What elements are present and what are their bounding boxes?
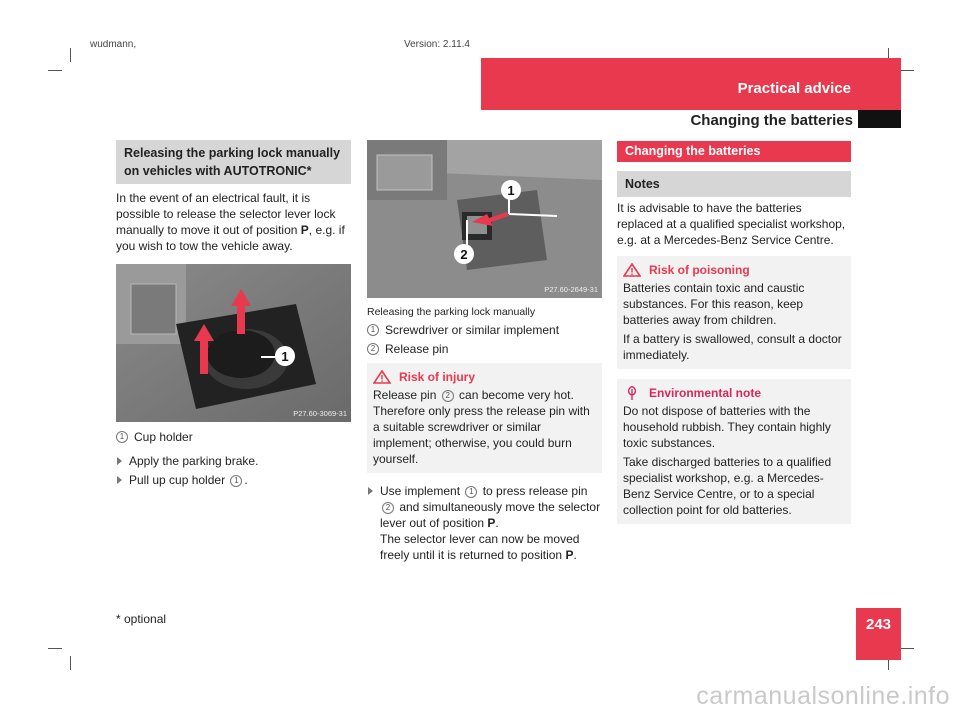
crop-mark bbox=[900, 648, 914, 649]
page-number: 243 bbox=[865, 616, 892, 633]
left-heading bbox=[116, 140, 351, 184]
cup-holder-photo bbox=[116, 264, 351, 422]
step-item bbox=[367, 483, 602, 563]
legend-text: Screwdriver or similar implement bbox=[385, 323, 560, 337]
legend-text: Release pin bbox=[385, 342, 449, 356]
notes-heading: Notes bbox=[617, 171, 851, 197]
left-legend bbox=[116, 429, 351, 445]
bullet-arrow-icon bbox=[117, 457, 122, 465]
intro-text-end: , e.g. if you wish to tow the vehicle away. bbox=[116, 223, 345, 253]
bullet-arrow-icon bbox=[117, 476, 122, 484]
legend-item bbox=[367, 322, 602, 338]
crop-mark bbox=[48, 70, 62, 71]
photo-callout-1: 1 bbox=[281, 349, 289, 364]
ref-number: 2 bbox=[382, 502, 394, 514]
watermark: carmanualsonline.info bbox=[696, 682, 950, 710]
legend-number: 2 bbox=[367, 343, 379, 355]
release-pin-photo-graphic bbox=[367, 140, 602, 298]
warning-text: If a battery is swallowed, consult a doctor immediately. bbox=[623, 332, 842, 362]
env-text: Do not dispose of batteries with the household rubbish. They contain highly toxic substances. bbox=[623, 404, 831, 450]
step-item bbox=[116, 453, 351, 469]
crop-mark bbox=[900, 70, 914, 71]
section-title: Changing the batteries bbox=[690, 112, 853, 129]
page-tab bbox=[858, 110, 901, 128]
photo-code: P27.60-2649-31 bbox=[544, 285, 598, 294]
release-pin-photo bbox=[367, 140, 602, 298]
injury-warning-box bbox=[367, 363, 602, 473]
middle-legend bbox=[367, 322, 602, 357]
legend-item bbox=[116, 429, 351, 445]
warning-heading bbox=[623, 262, 845, 278]
left-column bbox=[116, 140, 351, 491]
left-heading-line1: Releasing the parking lock manually bbox=[124, 146, 341, 160]
warning-triangle-icon bbox=[623, 263, 641, 277]
bullet-arrow-icon bbox=[368, 487, 373, 495]
batteries-section-heading: Changing the batteries bbox=[617, 141, 851, 162]
crop-mark bbox=[48, 648, 62, 649]
photo-callout-2: 2 bbox=[460, 247, 468, 262]
ref-number: 2 bbox=[442, 390, 454, 402]
env-heading bbox=[623, 385, 845, 401]
photo-code: P27.60-3069-31 bbox=[293, 409, 347, 418]
left-heading-line2: on vehicles with AUTOTRONIC* bbox=[124, 164, 312, 178]
chapter-title: Practical advice bbox=[737, 80, 851, 97]
middle-column bbox=[367, 140, 602, 566]
warning-text: Batteries contain toxic and caustic substances. For this reason, keep batteries away from children. bbox=[623, 281, 805, 327]
ref-number: 1 bbox=[465, 486, 477, 498]
warning-text: Release pin 2 can become very hot. Therefore only press the release pin with a suitable screwdriver or similar implement; otherwise, you could burn yourself. bbox=[373, 388, 590, 466]
step-item bbox=[116, 472, 351, 488]
photo-callout-1: 1 bbox=[507, 183, 515, 198]
print-meta-right: Version: 2.11.4 bbox=[404, 40, 470, 50]
warning-triangle-icon bbox=[373, 370, 391, 384]
cup-holder-photo-graphic bbox=[116, 264, 351, 422]
crop-mark bbox=[70, 656, 71, 670]
step-text: Apply the parking brake. bbox=[129, 454, 259, 468]
crop-mark bbox=[70, 48, 71, 62]
environmental-note-box bbox=[617, 379, 851, 524]
notes-text: It is advisable to have the batteries replaced at a qualified specialist workshop, e.g. at a Mercedes-Benz Service Centre. bbox=[617, 201, 846, 247]
footnote: * optional bbox=[116, 612, 167, 626]
ref-number: 1 bbox=[230, 475, 242, 487]
step-text: Use implement 1 to press release pin 2 and simultaneously move the selector lever out of position P. The selector lever can now be moved freely until it is returned to position P. bbox=[380, 484, 601, 562]
legend-item bbox=[367, 341, 602, 357]
warning-title: Risk of poisoning bbox=[649, 263, 750, 277]
warning-heading bbox=[373, 369, 596, 385]
intro-text: In the event of an electrical fault, it is possible to release the selector lever lock manually to move it out of position bbox=[116, 191, 336, 237]
step-text: Pull up cup holder 1 . bbox=[129, 473, 248, 487]
env-text: Take discharged batteries to a qualified specialist workshop, e.g. a Mercedes-Benz Service Centre, or to a special collection point for old batteries. bbox=[623, 455, 832, 517]
photo-caption: Releasing the parking lock manually bbox=[367, 306, 536, 318]
print-meta-left: wudmann, bbox=[90, 40, 137, 50]
legend-number: 1 bbox=[116, 431, 128, 443]
legend-number: 1 bbox=[367, 324, 379, 336]
leaf-icon bbox=[623, 386, 641, 400]
right-column bbox=[617, 141, 851, 524]
env-title: Environmental note bbox=[649, 386, 762, 400]
legend-text: Cup holder bbox=[134, 430, 193, 444]
poisoning-warning-box bbox=[617, 256, 851, 369]
warning-title: Risk of injury bbox=[399, 370, 476, 384]
intro-bold: P bbox=[300, 223, 309, 237]
left-intro bbox=[116, 190, 351, 254]
